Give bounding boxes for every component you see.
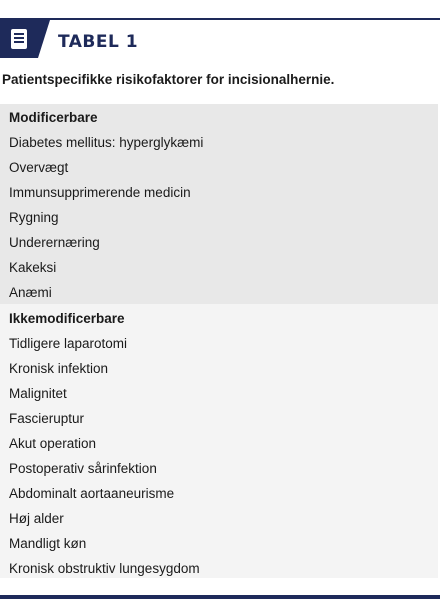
list-item: Kronisk infektion [9, 361, 109, 376]
list-item: Underernæring [9, 235, 100, 250]
list-item: Postoperativ sårinfektion [9, 461, 157, 476]
list-item: Overvægt [9, 160, 69, 175]
list-item: Diabetes mellitus: hyperglykæmi [9, 135, 204, 150]
table-caption: Patientspecifikke risikofaktorer for incisionalhernie. [2, 72, 335, 87]
list-item: Fascieruptur [9, 411, 85, 426]
list-item: Anæmi [9, 285, 52, 300]
group-heading: Ikkemodificerbare [9, 311, 125, 326]
table-header [0, 18, 440, 62]
group-modificerbare [0, 104, 438, 304]
list-item: Akut operation [9, 436, 97, 451]
list-item: Abdominalt aortaaneurisme [9, 486, 175, 501]
document-icon [10, 28, 28, 50]
table-label: TABEL 1 [58, 32, 139, 52]
header-rule [0, 18, 440, 20]
list-item: Mandligt køn [9, 536, 87, 551]
group-heading: Modificerbare [9, 110, 98, 125]
list-item: Kakeksi [9, 260, 57, 275]
table-bottom-rule [0, 595, 440, 599]
header-icon-box [0, 20, 38, 58]
group-ikkemodificerbare [0, 304, 438, 578]
list-item: Høj alder [9, 511, 64, 526]
list-item: Immunsupprimerende medicin [9, 185, 191, 200]
list-item: Malignitet [9, 386, 67, 401]
list-item: Tidligere laparotomi [9, 336, 128, 351]
list-item: Rygning [9, 210, 59, 225]
list-item: Kronisk obstruktiv lungesygdom [9, 561, 200, 576]
